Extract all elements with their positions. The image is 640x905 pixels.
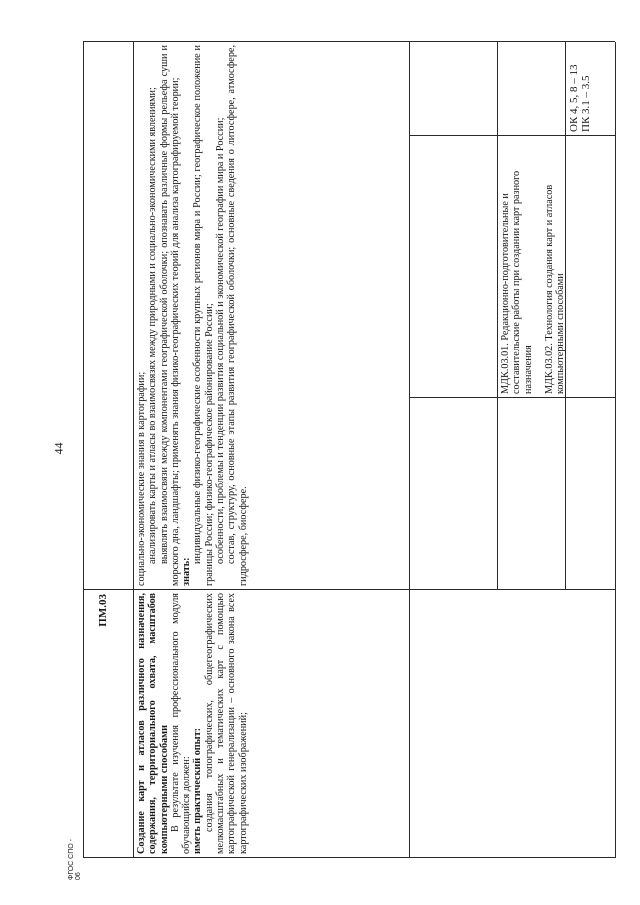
- footer-text: ФГОС СПО - 06: [68, 839, 82, 880]
- module-code-cell: [83, 590, 133, 858]
- knowledge-paragraph: индивидуальные физико-географические особенности крупных регионов мира и России; географическое положение и границы России; физико-географическое районирование России;: [192, 45, 215, 586]
- knowledge-paragraph: социально-экономические знания в картографии;: [136, 371, 147, 586]
- page-number: 44: [51, 442, 66, 455]
- module-content-cell: [133, 590, 409, 858]
- table-border-right: [615, 42, 616, 858]
- competency-cell: [565, 42, 615, 136]
- competency-item: ПК 3.1 – 3.5: [580, 75, 592, 132]
- module-title: Создание карт и атласов различного назначения, содержания, территориального охвата, масштабов компьютерными способами: [136, 593, 170, 854]
- mdk-item: МДК.03.02. Технология создания карт и атласов компьютерными способами: [543, 184, 567, 394]
- knowledge-paragraph: выявлять взаимосвязи между компонентами географической оболочки; опознавать различные формы рельефа суши и морского дна, ландшафты; применять знания физико-географических теорий для анализа картографируемой теории;: [158, 45, 181, 586]
- module-paragraph: В результате изучения профессионального модуля обучающийся должен:: [169, 593, 193, 854]
- knowledge-cell: [133, 42, 409, 590]
- knowledge-heading: знать:: [181, 557, 193, 586]
- competency-item: ОК 4, 5, 8 – 13: [568, 64, 580, 132]
- knowledge-paragraph: состав, структуру, основные этапы развития географической оболочки; основные сведения о литосфере, атмосфере, гидросфере, биосфере.: [226, 45, 249, 586]
- module-heading: иметь практический опыт:: [192, 727, 204, 854]
- knowledge-paragraph: анализировать карты и атласы во взаимосвязях между природными и социально-экономическими явлениями;: [147, 87, 159, 564]
- module-paragraph: создания топографических, общегеографических мелкомасштабных и тематических карт с помощью картографической генерализации – основного закона всех картографических изображений;: [203, 593, 249, 854]
- mdk-item: МДК.03.01. Редакционно-подготовительные и составительские работы при создании карт разного назначения: [500, 170, 534, 394]
- knowledge-paragraph: особенности, проблемы и тенденции развития социальной и экономической географии мира и России;: [215, 117, 227, 564]
- module-code: ПМ.03: [97, 594, 109, 627]
- mdk-cell: [497, 136, 565, 398]
- rotated-table: [83, 42, 615, 858]
- content-column-border: [409, 42, 410, 858]
